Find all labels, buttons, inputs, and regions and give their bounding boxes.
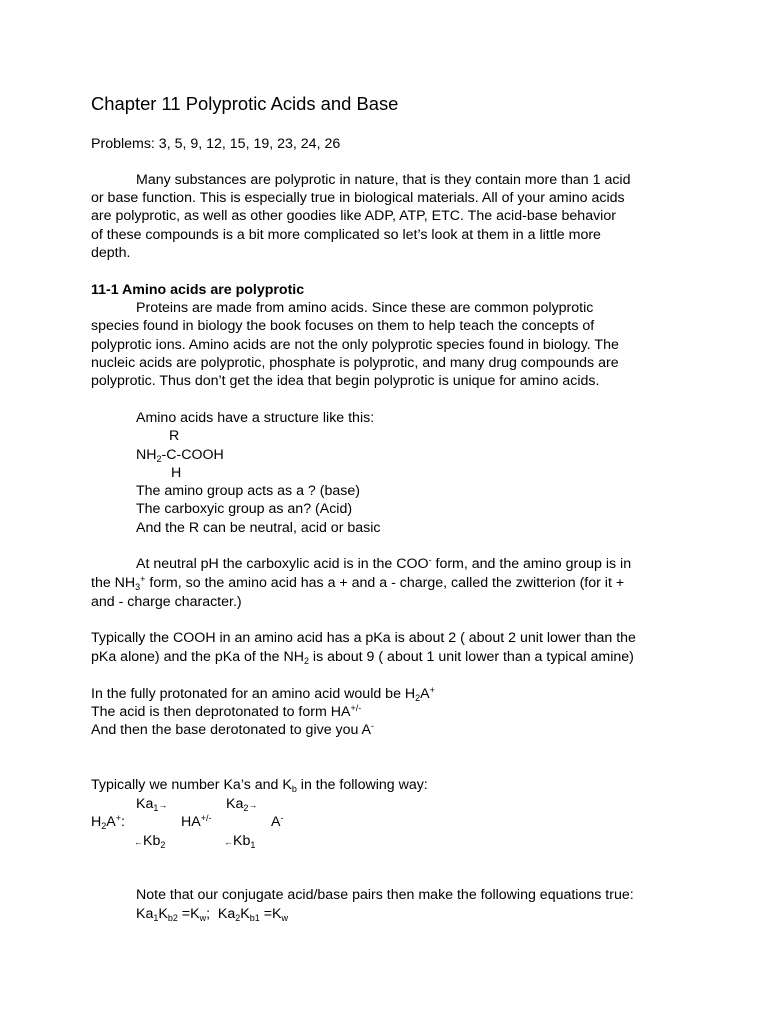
protonation-line: In the fully protonated for an amino acid would be $H_2A^+$	[91, 685, 435, 703]
ka1-label: $Ka_1\to$	[136, 796, 168, 813]
section-line: nucleic acids are polyprotic, phosphate is polyprotic, and many drug compounds are	[91, 355, 619, 371]
a-species: A-	[271, 813, 284, 830]
problems-line: Problems: 3, 5, 9, 12, 15, 19, 23, 24, 26	[91, 136, 341, 152]
section-line: polyprotic. Thus don’t get the idea that begin polyprotic is unique for amino acids.	[91, 373, 600, 389]
ha-species: HA+/-	[181, 813, 212, 830]
conjugate-equations: $Ka_1K_{b2} =K_w$; $Ka_2K_{b1} =K_w$	[136, 906, 288, 923]
section-line: species found in biology the book focuses on them to help teach the concepts of	[91, 318, 595, 334]
kb2-label: $\leftarrow Kb_2$	[134, 833, 166, 850]
structure-intro: Amino acids have a structure like this:	[136, 410, 375, 426]
structure-note: And the R can be neutral, acid or basic	[136, 520, 381, 536]
kb1-label: $\leftarrow Kb_1$	[224, 833, 256, 850]
conjugate-intro: Note that our conjugate acid/base pairs then make the following equations true:	[136, 887, 634, 903]
intro-line: Many substances are polyprotic in nature, that is they contain more than 1 acid	[136, 172, 631, 188]
pka-line: Typically the COOH in an amino acid has a pKa is about 2 ( about 2 unit lower than the	[91, 630, 636, 646]
protonation-line: And then the base derotonated to give you A-	[91, 721, 375, 738]
neutral-line: At neutral pH the carboxylic acid is in the COO- form, and the amino group is in	[136, 555, 632, 572]
intro-line: depth.	[91, 245, 131, 261]
structure-r: R	[169, 428, 180, 444]
ka2-label: $Ka_2\to$	[226, 796, 258, 813]
intro-line: are polyprotic, as well as other goodies like ADP, ATP, ETC. The acid-base behavior	[91, 208, 616, 224]
structure-note: The amino group acts as a ? (base)	[136, 483, 360, 499]
neutral-line: and - charge character.)	[91, 594, 242, 610]
structure-note: The carboxyic group as an? (Acid)	[136, 501, 353, 517]
section-line: polyprotic ions. Amino acids are not the only polyprotic species found in biology. The	[91, 337, 619, 353]
intro-line: of these compounds is a bit more complicated so let’s look at them in a little more	[91, 227, 601, 243]
intro-line: or base function. This is especially true in biological materials. All of your amino acids	[91, 190, 625, 206]
protonation-line: The acid is then deprotonated to form HA+/-	[91, 703, 362, 720]
structure-h: H	[171, 465, 182, 481]
h2a-species: $H_2A^+$:	[91, 813, 125, 831]
section-heading: 11-1 Amino acids are polyprotic	[91, 282, 305, 298]
numbering-intro: Typically we number Ka’s and $K_b$ in the following way:	[91, 777, 428, 794]
structure-backbone: $NH_2-C$-COOH	[136, 447, 224, 464]
page-title: Chapter 11 Polyprotic Acids and Base	[91, 93, 399, 114]
pka-line: pKa alone) and the pKa of the $NH_2$ is about 9 ( about 1 unit lower than a typical amine)	[91, 649, 634, 666]
section-line: Proteins are made from amino acids. Since these are common polyprotic	[136, 300, 594, 316]
neutral-line: the $NH_3^+$ form, so the amino acid has a + and a - charge, called the zwitterion (for it +	[91, 574, 625, 592]
